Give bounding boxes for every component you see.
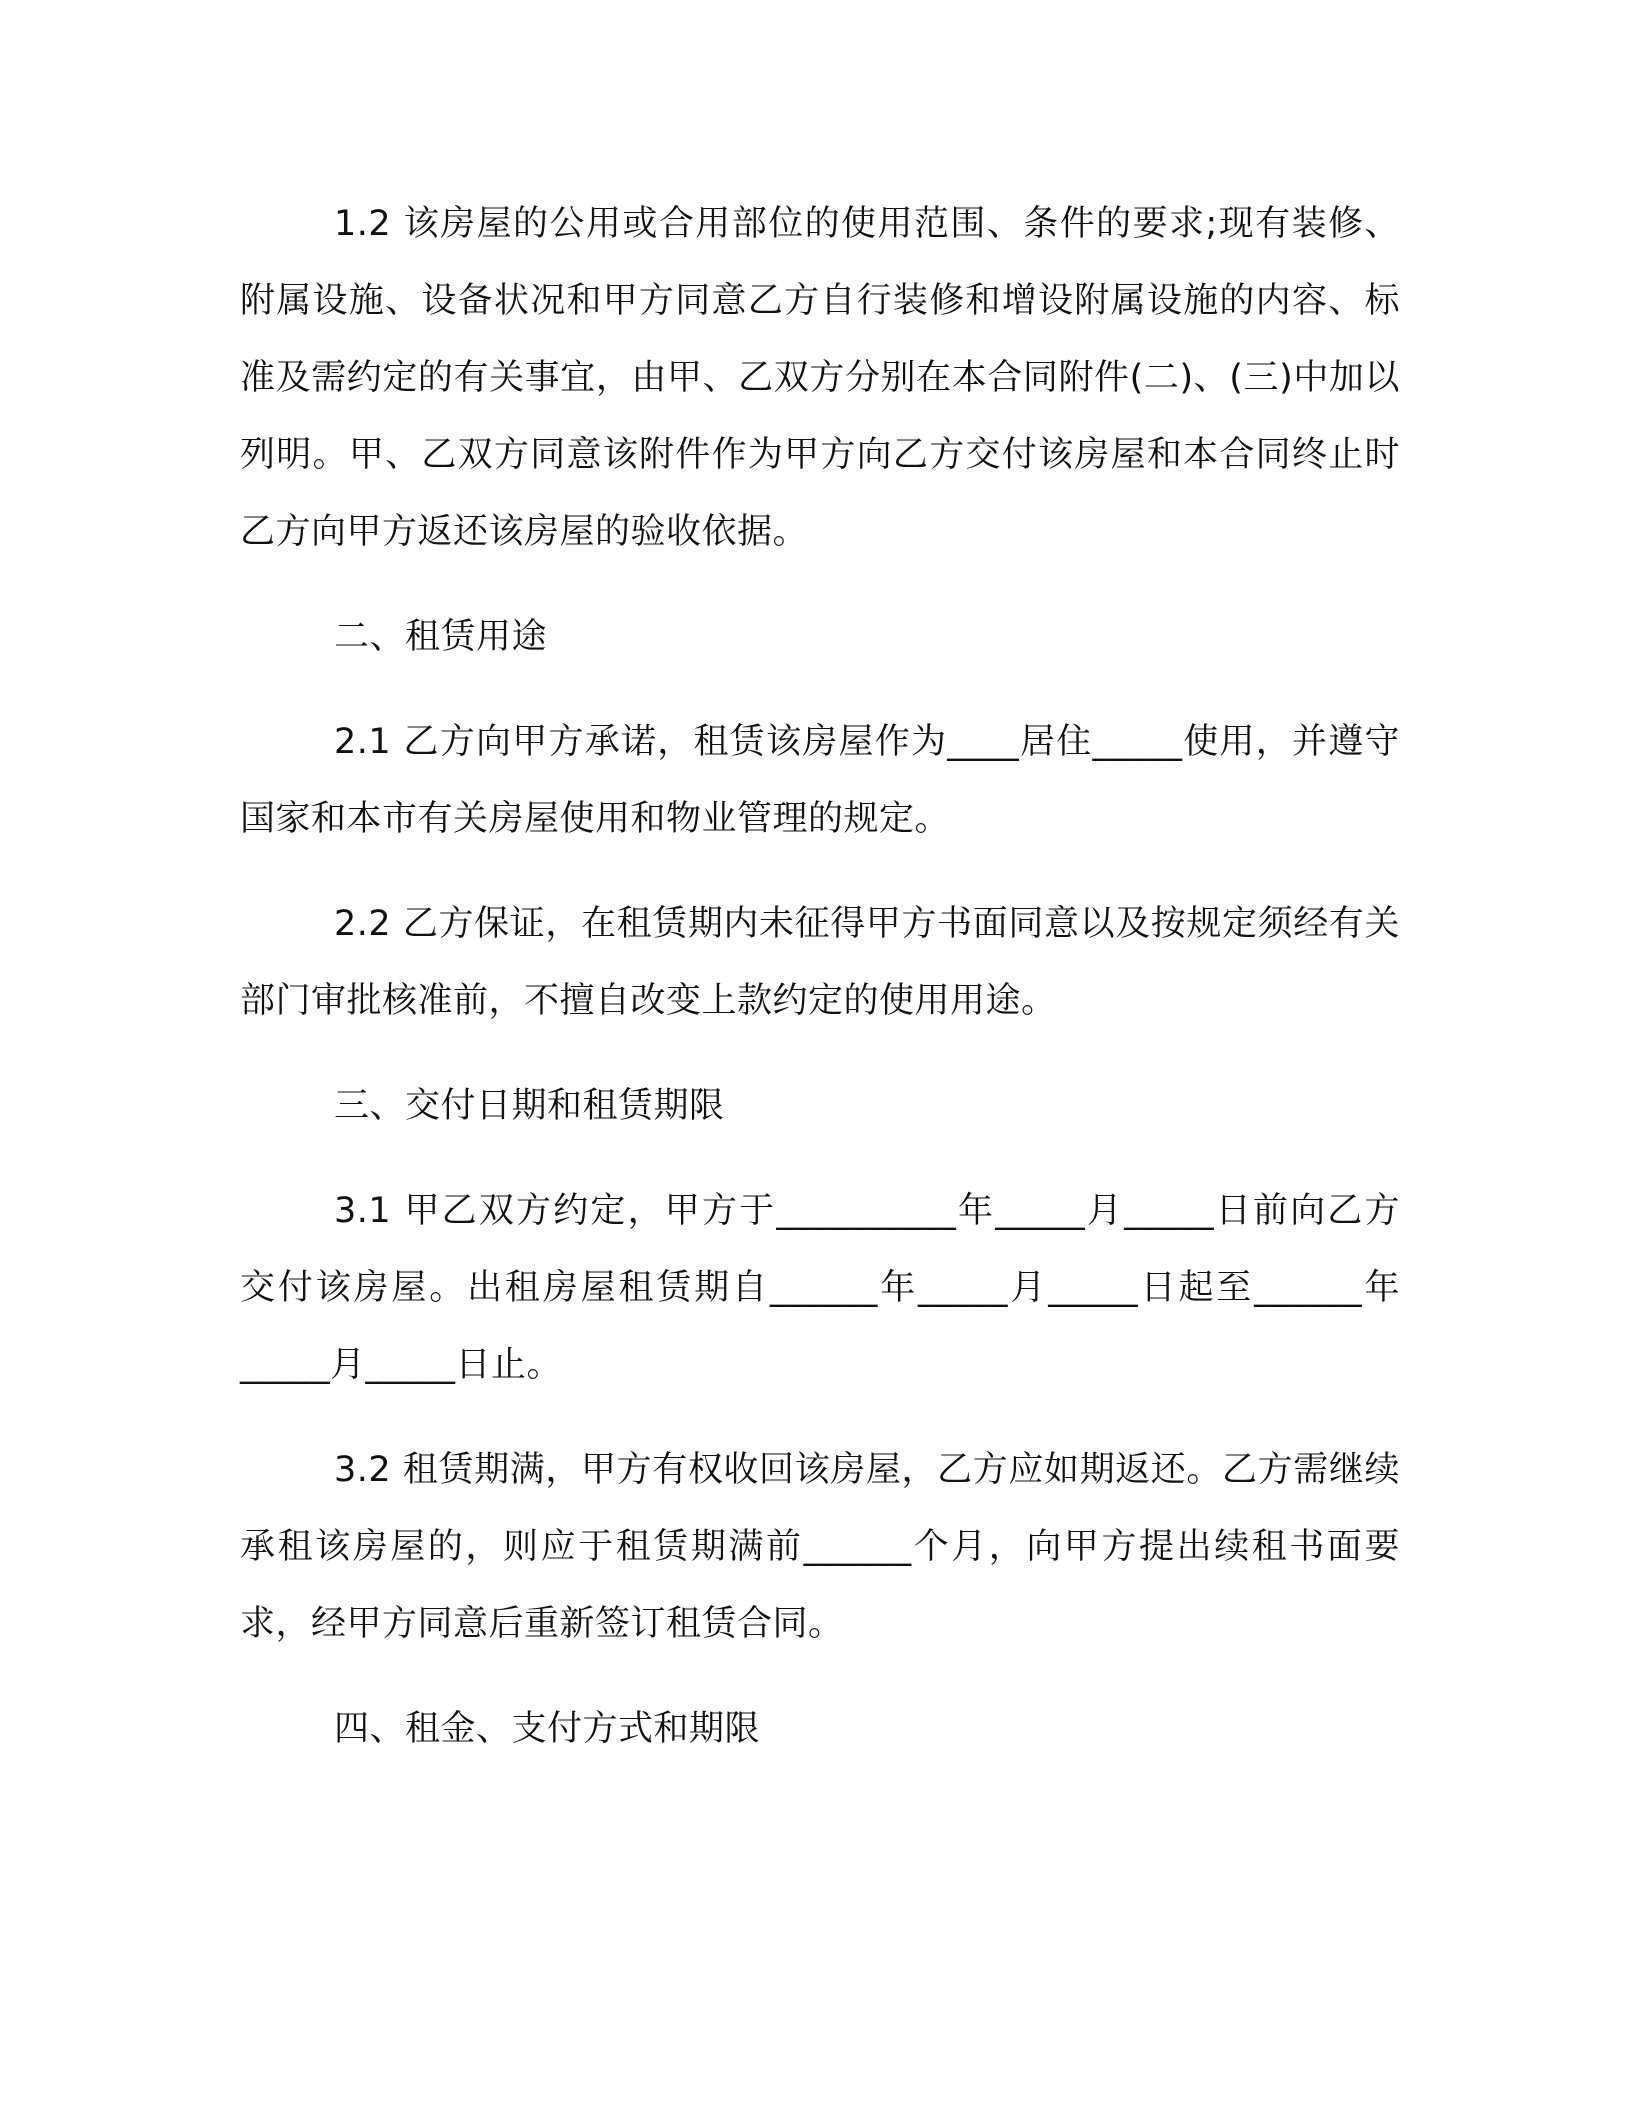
clause-3-2: 3.2 租赁期满，甲方有权收回该房屋，乙方应如期返还。乙方需继续承租该房屋的，则应于租赁期满前______个月，向甲方提出续租书面要求，经甲方同意后重新签订租赁合同。 [240,1450,1400,1644]
clause-2-1: 2.1 乙方向甲方承诺，租赁该房屋作为____居住_____使用，并遵守国家和本市有关房屋使用和物业管理的规定。 [240,722,1400,839]
clause-2-2: 2.2 乙方保证，在租赁期内未征得甲方书面同意以及按规定须经有关部门审批核准前，不擅自改变上款约定的使用用途。 [240,904,1400,1021]
section-heading-delivery-term: 三、交付日期和租赁期限 [334,1086,725,1126]
clause-1-2: 1.2 该房屋的公用或合用部位的使用范围、条件的要求;现有装修、附属设施、设备状况和甲方同意乙方自行装修和增设附属设施的内容、标准及需约定的有关事宜，由甲、乙双方分别在本合同附件(二)、(三)中加以列明。甲、乙双方同意该附件作为甲方向乙方交付该房屋和本合同终止时乙方向甲方返还该房屋的验收依据。 [240,204,1400,552]
document-body [240,186,1400,1796]
clause-3-1: 3.1 甲乙双方约定，甲方于__________年_____月_____日前向乙方交付该房屋。出租房屋租赁期自______年_____月_____日起至______年_____月_____日止。 [240,1191,1400,1385]
section-heading-rent-payment: 四、租金、支付方式和期限 [334,1709,761,1749]
section-heading-rental-purpose: 二、租赁用途 [334,617,548,657]
